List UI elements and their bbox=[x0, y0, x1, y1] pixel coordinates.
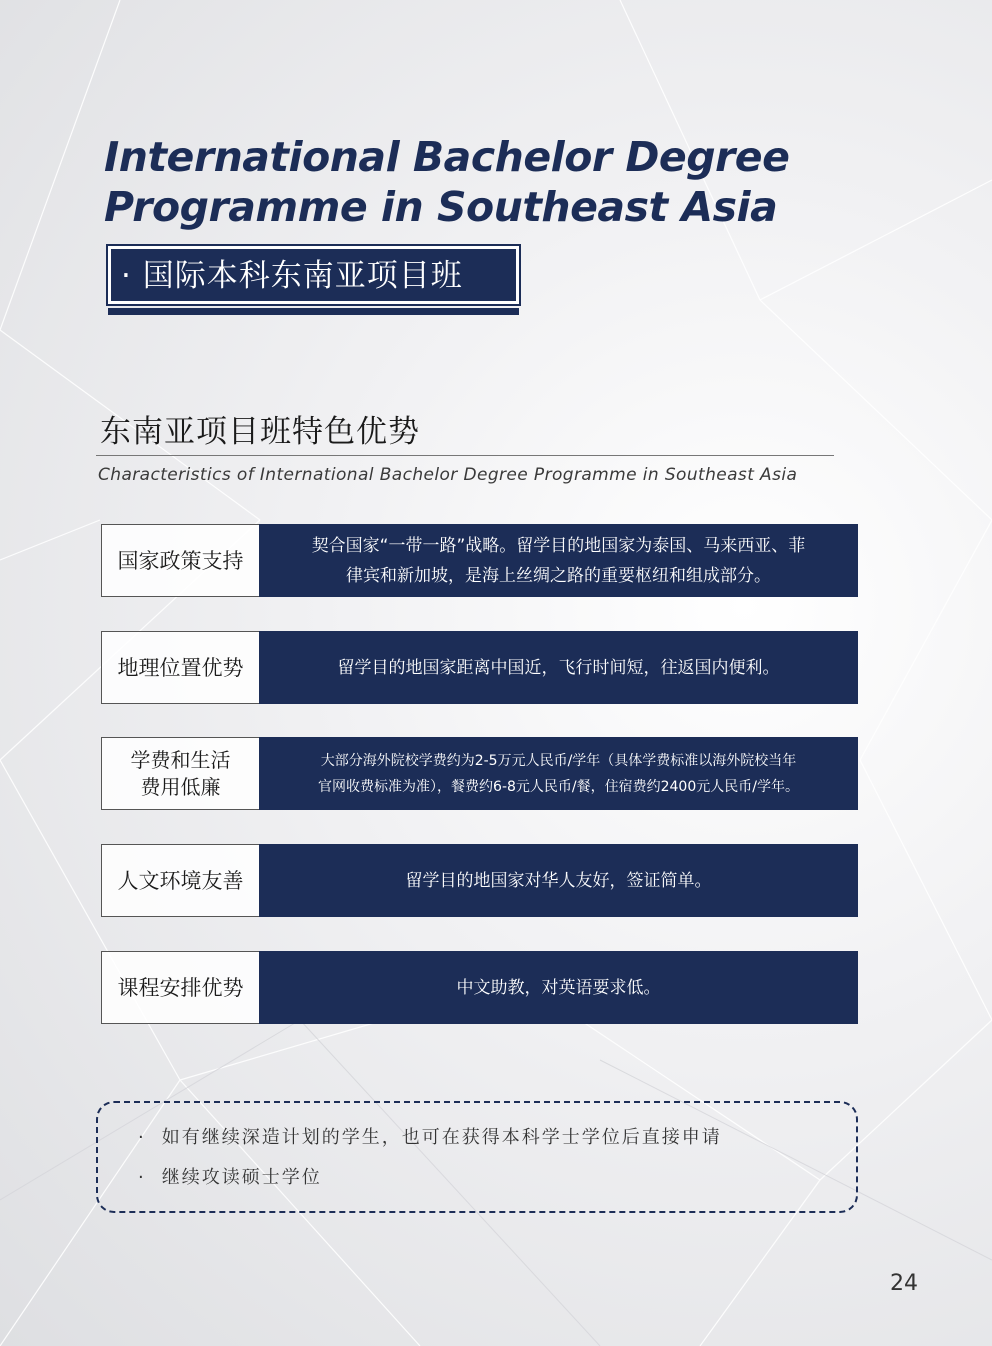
section-divider bbox=[96, 455, 834, 456]
feature-description bbox=[259, 737, 858, 810]
feature-label bbox=[101, 951, 259, 1024]
feature-description bbox=[259, 951, 858, 1024]
feature-description bbox=[259, 844, 858, 917]
feature-desc-line: 官网收费标准为准），餐费约6-8元人民币/餐，住宿费约2400元人民币/学年。 bbox=[318, 778, 799, 795]
note-item bbox=[138, 1125, 722, 1151]
title-line-1: International Bachelor Degree bbox=[104, 133, 790, 181]
title-chinese-banner bbox=[108, 246, 519, 304]
feature-desc-line: 契合国家“一带一路”战略。留学目的地国家为泰国、马来西亚、菲 bbox=[311, 535, 806, 556]
feature-desc-line: 律宾和新加坡，是海上丝绸之路的重要枢纽和组成部分。 bbox=[346, 565, 771, 586]
feature-label bbox=[101, 524, 259, 597]
feature-row-location bbox=[101, 631, 858, 704]
title-chinese: · 国际本科东南亚项目班 bbox=[121, 258, 463, 294]
feature-label bbox=[101, 844, 259, 917]
feature-label-line: 课程安排优势 bbox=[117, 975, 244, 1000]
note-text: 如有继续深造计划的学生，也可在获得本科学士学位后直接申请 bbox=[161, 1127, 722, 1148]
note-text: 继续攻读硕士学位 bbox=[161, 1167, 322, 1188]
title-line-2: Programme in Southeast Asia bbox=[104, 183, 778, 231]
feature-desc-line: 大部分海外院校学费约为2-5万元人民币/学年（具体学费标准以海外院校当年 bbox=[320, 752, 797, 769]
page-number: 24 bbox=[890, 1271, 918, 1296]
section-heading-chinese: 东南亚项目班特色优势 bbox=[100, 414, 420, 450]
feature-desc-line: 留学目的地国家对华人友好，签证简单。 bbox=[405, 870, 712, 891]
feature-desc-line: 中文助教，对英语要求低。 bbox=[456, 977, 661, 998]
feature-label-line: 费用低廉 bbox=[140, 774, 221, 799]
feature-label-line: 人文环境友善 bbox=[117, 868, 244, 893]
feature-desc-line: 留学目的地国家距离中国近，飞行时间短，往返国内便利。 bbox=[337, 657, 780, 678]
feature-label bbox=[101, 631, 259, 704]
page-title-english bbox=[104, 132, 864, 232]
feature-label-line: 国家政策支持 bbox=[117, 548, 244, 573]
bullet: · bbox=[138, 1167, 146, 1188]
bullet: · bbox=[138, 1127, 146, 1148]
feature-label bbox=[101, 737, 259, 810]
feature-label-line: 地理位置优势 bbox=[117, 655, 244, 680]
note-box bbox=[96, 1101, 858, 1213]
feature-row-policy bbox=[101, 524, 858, 597]
feature-row-cost bbox=[101, 737, 858, 810]
feature-description bbox=[259, 524, 858, 597]
feature-description bbox=[259, 631, 858, 704]
note-item bbox=[138, 1165, 322, 1191]
title-underline bbox=[108, 308, 519, 315]
section-heading-english: Characteristics of International Bachelor Degree Programme in Southeast Asia bbox=[98, 465, 798, 485]
feature-row-curriculum bbox=[101, 951, 858, 1024]
feature-row-culture bbox=[101, 844, 858, 917]
feature-label-line: 学费和生活 bbox=[130, 747, 231, 772]
